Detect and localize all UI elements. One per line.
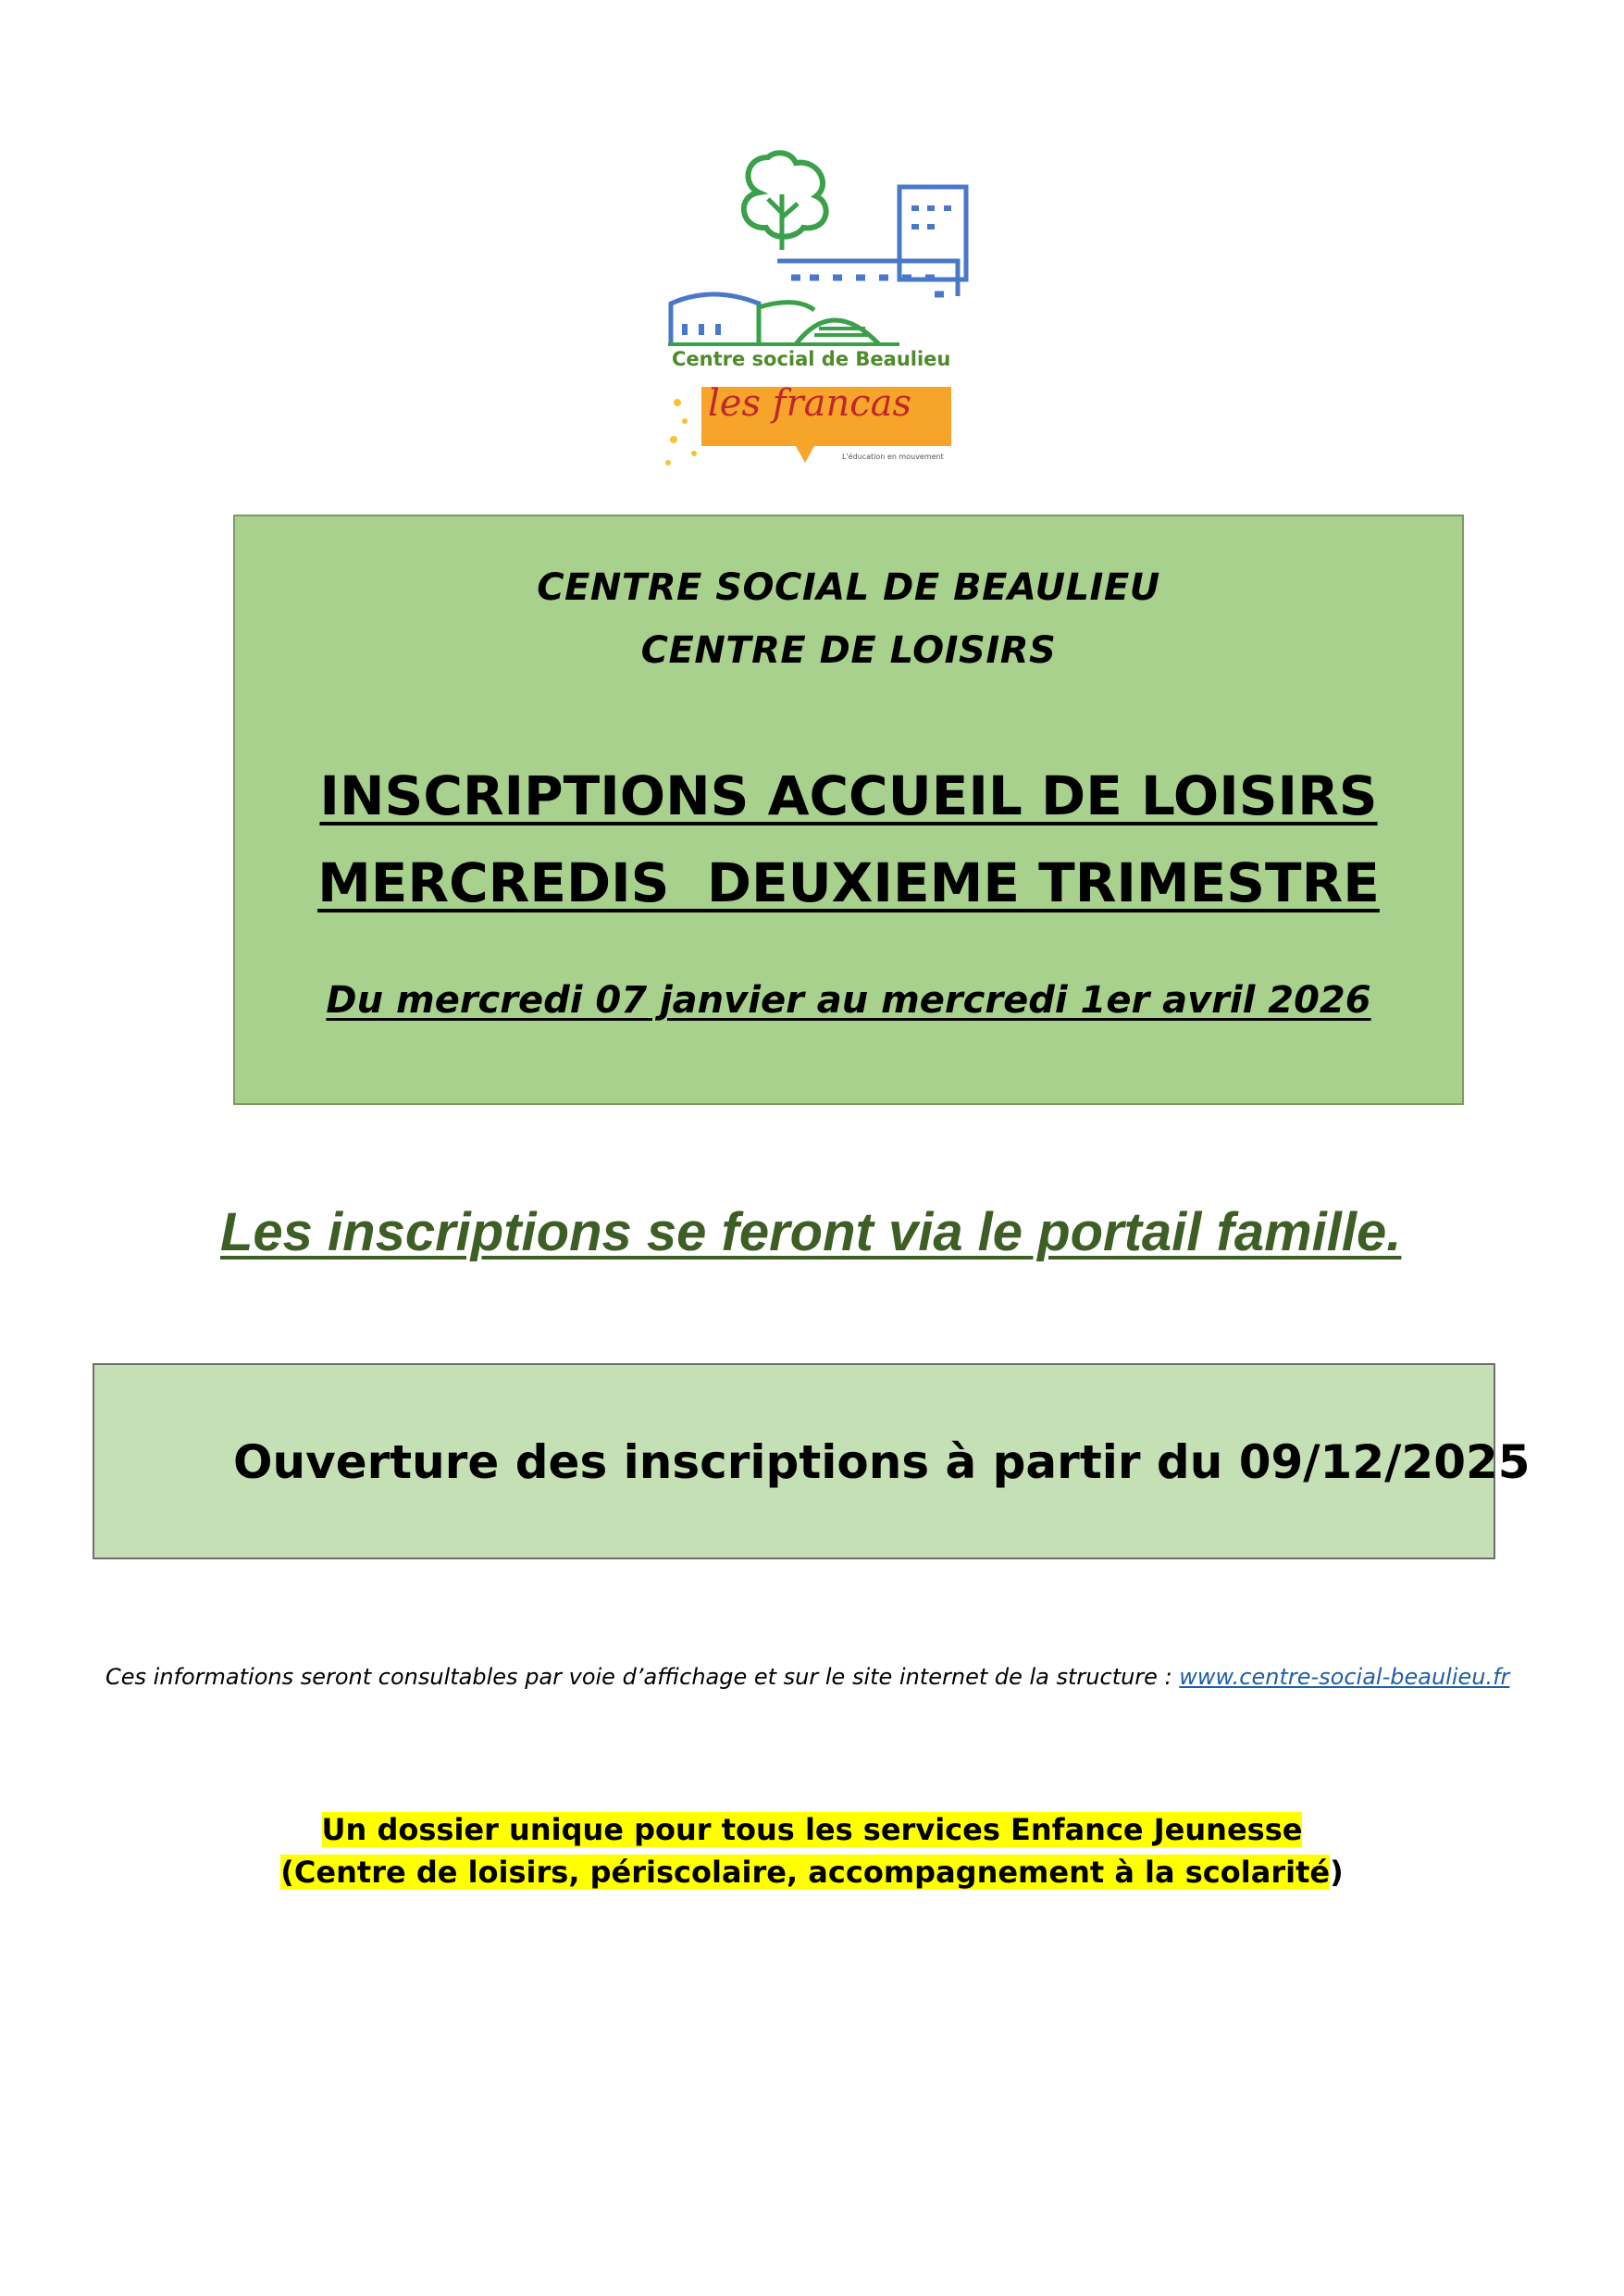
logo-illustration-icon (657, 139, 981, 483)
period-dates-text: Du mercredi 07 janvier au mercredi 1er avril 2026 (326, 979, 1371, 1022)
page-title-line1-text: INSCRIPTIONS ACCUEIL DE LOISIRS (319, 764, 1378, 827)
page-title-line2 (235, 851, 1462, 914)
page-title-line2-text: MERCREDIS DEUXIEME TRIMESTRE (317, 851, 1380, 914)
dossier-line1-text: Un dossier unique pour tous les services Enfance Jeunesse (321, 1812, 1303, 1847)
website-link[interactable]: www.centre-social-beaulieu.fr (1179, 1664, 1510, 1690)
info-text: Ces informations seront consultables par voie d’affichage et sur le site internet de la structure : (105, 1664, 1180, 1690)
logo-slogan: L'éducation en mouvement (842, 453, 944, 461)
dossier-line2-end: ) (1330, 1855, 1344, 1890)
logo-francas-brand: les francas (708, 382, 912, 425)
org-service: CENTRE DE LOISIRS (640, 629, 1057, 672)
header-box (233, 515, 1464, 1105)
logo-centre-name: Centre social de Beaulieu (672, 348, 951, 370)
dossier-line2-text: (Centre de loisirs, périscolaire, accompagnement à la scolarité (280, 1855, 1331, 1890)
centre-social-logo (657, 139, 981, 483)
period-dates (235, 979, 1462, 1022)
org-name: CENTRE SOCIAL DE BEAULIEU (537, 566, 1160, 609)
dossier-line2 (0, 1855, 1624, 1890)
opening-date-text: Ouverture des inscriptions à partir du 09/12/2025 (233, 1435, 1531, 1489)
opening-box (93, 1363, 1531, 1559)
portail-famille-notice: Les inscriptions se feront via le portail famille. (220, 1202, 1402, 1262)
dossier-line1 (0, 1812, 1624, 1847)
page-title-line1 (235, 764, 1462, 827)
info-line (105, 1664, 1509, 1690)
